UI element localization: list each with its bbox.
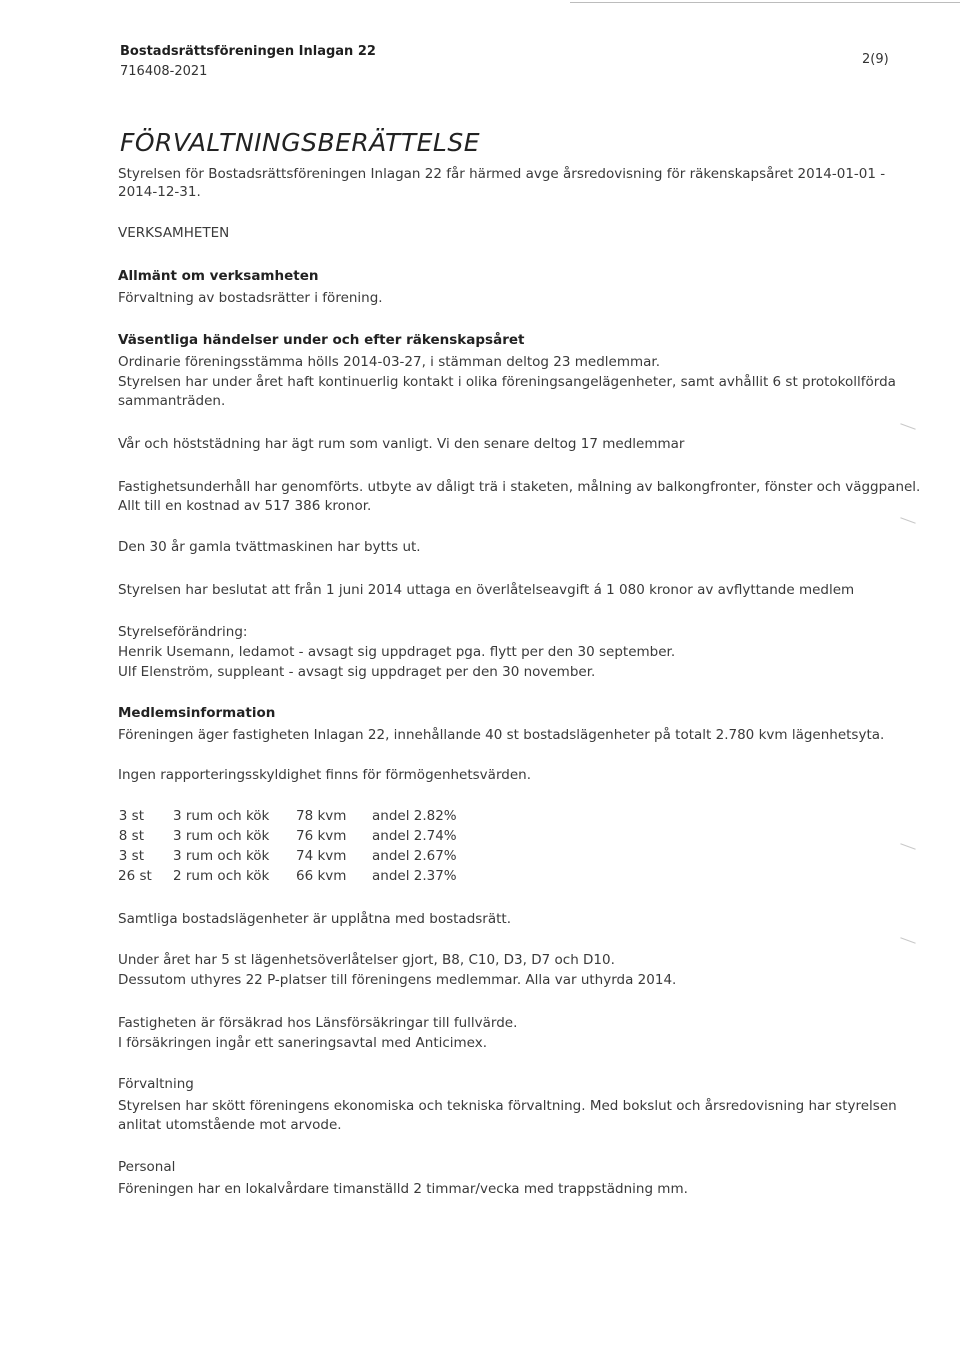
apartment-share: andel 2.37%: [372, 868, 457, 884]
handelser-text: Henrik Usemann, ledamot - avsagt sig uppdraget pga. flytt per den 30 september.: [118, 644, 676, 660]
handelser-text: Fastighetsunderhåll har genomförts. utbyte av dåligt trä i staketen, målning av balkongfronter, fönster och väggpanel.: [118, 479, 921, 495]
apartment-share: andel 2.67%: [372, 848, 457, 864]
after-table-text: I försäkringen ingår ett saneringsavtal med Anticimex.: [118, 1035, 488, 1051]
forvaltning-text: Styrelsen har skött föreningens ekonomiska och tekniska förvaltning. Med bokslut och årsredovisning har styrelsen: [118, 1098, 897, 1114]
scan-edge-mark: [900, 423, 915, 429]
after-table-text: Fastigheten är försäkrad hos Länsförsäkringar till fullvärde.: [118, 1015, 518, 1031]
apartment-share: andel 2.74%: [372, 828, 457, 844]
organization-name: Bostadsrättsföreningen Inlagan 22: [120, 44, 376, 59]
organization-number: 716408-2021: [120, 64, 208, 79]
scan-edge-mark: [900, 843, 915, 849]
handelser-text: Ulf Elenström, suppleant - avsagt sig uppdraget per den 30 november.: [118, 664, 596, 680]
document-title: FÖRVALTNINGSBERÄTTELSE: [120, 128, 480, 157]
after-table-text: Dessutom uthyres 22 P-platser till föreningens medlemmar. Alla var uthyrda 2014.: [118, 972, 677, 988]
apartment-count: 26 st: [118, 868, 152, 884]
medlemsinfo-text: Föreningen äger fastigheten Inlagan 22, innehållande 40 st bostadslägenheter på totalt 2.780 kvm lägenhetsyta.: [118, 727, 885, 743]
heading-personal: Personal: [118, 1159, 176, 1175]
forvaltning-text: anlitat utomstående mot arvode.: [118, 1117, 342, 1133]
scan-top-edge: [570, 2, 960, 3]
heading-forvaltning: Förvaltning: [118, 1076, 194, 1092]
apartment-type: 3 rum och kök: [173, 848, 270, 864]
apartment-area: 78 kvm: [296, 808, 347, 824]
heading-handelser: Väsentliga händelser under och efter räkenskapsåret: [118, 332, 525, 348]
scan-edge-mark: [900, 937, 915, 943]
after-table-text: Samtliga bostadslägenheter är upplåtna med bostadsrätt.: [118, 911, 512, 927]
handelser-text: Ordinarie föreningsstämma hölls 2014-03-27, i stämman deltog 23 medlemmar.: [118, 354, 660, 370]
intro-text-cont: 2014-12-31.: [118, 184, 201, 200]
intro-text: Styrelsen för Bostadsrättsföreningen Inlagan 22 får härmed avge årsredovisning för räkenskapsåret 2014-01-01 -: [118, 166, 886, 182]
apartment-share: andel 2.82%: [372, 808, 457, 824]
apartment-count: 8 st: [118, 828, 144, 844]
after-table-text: Under året har 5 st lägenhetsöverlåtelser gjort, B8, C10, D3, D7 och D10.: [118, 952, 615, 968]
handelser-text: Den 30 år gamla tvättmaskinen har bytts ut.: [118, 539, 421, 555]
handelser-text: Allt till en kostnad av 517 386 kronor.: [118, 498, 372, 514]
apartment-type: 2 rum och kök: [173, 868, 270, 884]
handelser-text: Styrelseförändring:: [118, 624, 248, 640]
medlemsinfo-text: Ingen rapporteringsskyldighet finns för förmögenhetsvärden.: [118, 767, 531, 783]
apartment-count: 3 st: [118, 848, 144, 864]
handelser-text: Styrelsen har beslutat att från 1 juni 2014 uttaga en överlåtelseavgift á 1 080 kronor av avflyttande medlem: [118, 582, 855, 598]
allmant-text: Förvaltning av bostadsrätter i förening.: [118, 290, 383, 306]
page-number: 2(9): [862, 52, 889, 67]
apartment-area: 76 kvm: [296, 828, 347, 844]
section-heading-verksamheten: VERKSAMHETEN: [118, 225, 230, 241]
apartment-type: 3 rum och kök: [173, 808, 270, 824]
handelser-text: sammanträden.: [118, 393, 226, 409]
apartment-type: 3 rum och kök: [173, 828, 270, 844]
handelser-text: Vår och höststädning har ägt rum som vanligt. Vi den senare deltog 17 medlemmar: [118, 436, 685, 452]
handelser-text: Styrelsen har under året haft kontinuerlig kontakt i olika föreningsangelägenheter, samt avhållit 6 st protokollförda: [118, 374, 896, 390]
personal-text: Föreningen har en lokalvårdare timanställd 2 timmar/vecka med trappstädning mm.: [118, 1181, 688, 1197]
apartment-count: 3 st: [118, 808, 144, 824]
heading-medlemsinformation: Medlemsinformation: [118, 705, 276, 721]
apartment-area: 66 kvm: [296, 868, 347, 884]
heading-allmant: Allmänt om verksamheten: [118, 268, 319, 284]
scan-edge-mark: [900, 517, 915, 523]
apartment-area: 74 kvm: [296, 848, 347, 864]
